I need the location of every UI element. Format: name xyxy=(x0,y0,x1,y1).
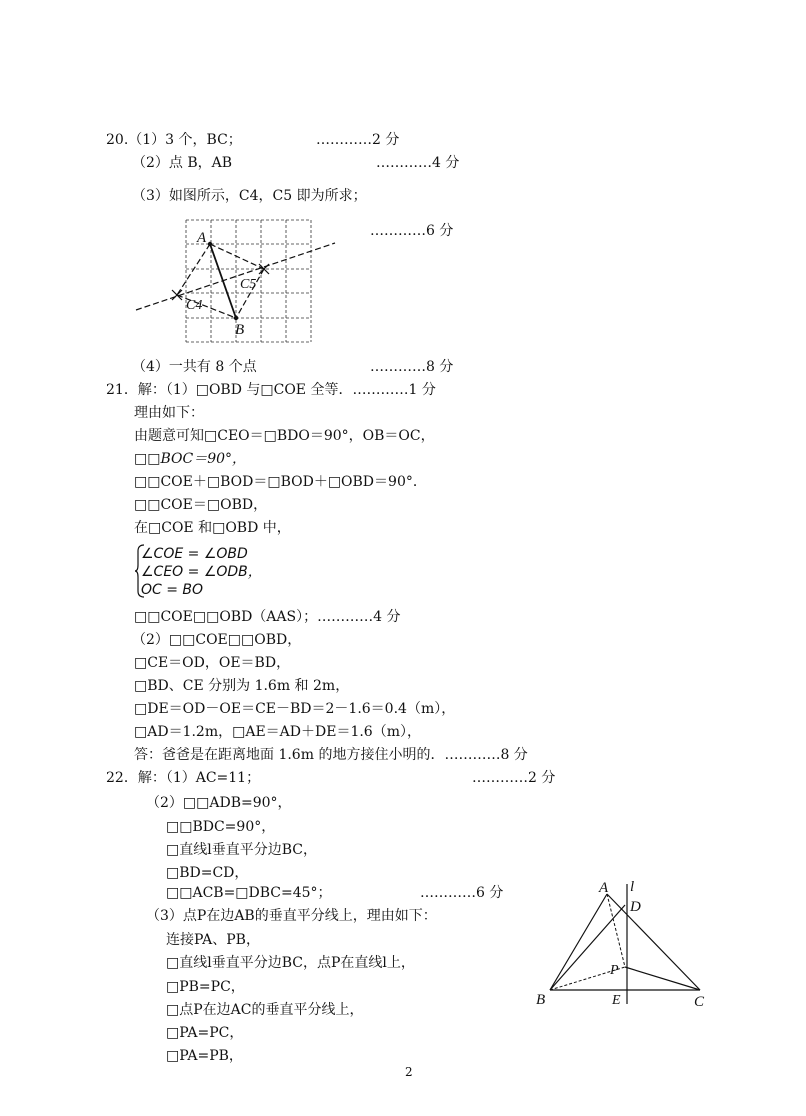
q20-score-2: …………4 分 xyxy=(376,155,460,171)
q21-line-12: □DE＝OD－OE＝CE－BD＝2－1.6＝0.4（m）， xyxy=(134,701,456,717)
q22-line-6: □□ACB=□DBC=45°； xyxy=(166,885,332,901)
q21-line-6: □□COE＝□OBD， xyxy=(134,497,268,513)
q22-line-8: 连接PA、PB， xyxy=(166,932,260,948)
q20-grid-figure xyxy=(130,212,340,347)
q21-system-1: ∠COE = ∠OBD xyxy=(141,546,248,562)
q21-line-5: □□COE＋□BOD＝□BOD＋□OBD＝90°． xyxy=(134,474,427,490)
q22-label-l: l xyxy=(630,879,635,895)
q22-line-3: □□BDC=90°， xyxy=(166,819,276,835)
q21-line-10: □CE＝OD，OE＝BD， xyxy=(134,655,291,671)
q21-line-13: □AD＝1.2m，□AE＝AD＋DE＝1.6（m）， xyxy=(134,724,421,740)
q22-label-c: C xyxy=(694,994,705,1010)
q21-line-7: 在□COE 和□OBD 中， xyxy=(134,520,291,536)
q21-line-4: □□BOC＝90°， xyxy=(134,451,247,467)
q21-line-2: 理由如下： xyxy=(134,405,204,421)
q20-label-b: B xyxy=(235,322,245,338)
q20-line-3: （3）如图所示，C4，C5 即为所求； xyxy=(132,188,367,204)
q22-score-1: …………2 分 xyxy=(472,770,556,786)
q20-score-3: …………6 分 xyxy=(370,223,454,239)
q20-label-c5: C5 xyxy=(240,277,257,292)
q21-line-11: □BD、CE 分别为 1.6m 和 2m， xyxy=(134,678,350,694)
q20-score-4: …………8 分 xyxy=(370,359,454,375)
q22-label-d: D xyxy=(630,899,641,915)
q20-score-1: …………2 分 xyxy=(316,132,400,148)
q22-line-11: □点P在边AC的垂直平分线上， xyxy=(166,1002,364,1018)
q22-label-a: A xyxy=(599,880,609,896)
q22-line-13: □PA=PB， xyxy=(166,1048,243,1064)
q20-line-4: （4）一共有 8 个点 xyxy=(132,359,257,375)
q20-line-2: （2）点 B，AB xyxy=(132,155,233,171)
q20-label-c4: C4 xyxy=(186,298,203,313)
q22-line-2: （2）□□ADB=90°， xyxy=(146,795,292,811)
q22-label-b: B xyxy=(536,992,546,1008)
q21-line-1: 21．解：（1）□OBD 与□COE 全等．…………1 分 xyxy=(106,382,436,398)
q22-line-7: （3）点P在边AB的垂直平分线上，理由如下： xyxy=(146,908,437,924)
q22-line-1: 22．解：（1）AC=11； xyxy=(106,770,261,786)
q22-score-6: …………6 分 xyxy=(420,885,504,901)
q22-line-10: □PB=PC， xyxy=(166,979,245,995)
q21-line-9: （2）□□COE□□OBD， xyxy=(132,632,302,648)
q20-line-1: 20.（1）3 个，BC； xyxy=(106,132,242,148)
q21-line-3: 由题意可知□CEO＝□BDO＝90°，OB＝OC， xyxy=(134,428,435,444)
q22-line-9: □直线l垂直平分边BC，点P在直线l上， xyxy=(166,955,415,971)
q22-line-12: □PA=PC， xyxy=(166,1025,244,1041)
q20-label-a: A xyxy=(197,230,207,246)
q22-label-p: P xyxy=(610,963,619,978)
q22-label-e: E xyxy=(612,993,621,1008)
q21-line-8: □□COE□□OBD（AAS）；…………4 分 xyxy=(134,609,401,625)
q20-segment-ab xyxy=(210,244,236,318)
q22-line-5: □BD=CD， xyxy=(166,865,249,881)
q22-triangle-figure xyxy=(530,876,720,1012)
q21-line-14: 答：爸爸是在距离地面 1.6m 的地方接住小明的．…………8 分 xyxy=(134,747,528,763)
q21-system-3: OC = BO xyxy=(141,582,204,598)
q22-line-4: □直线l垂直平分边BC， xyxy=(166,842,317,858)
q21-system-2: ∠CEO = ∠ODB， xyxy=(141,564,262,580)
page-number: 2 xyxy=(405,1065,413,1079)
